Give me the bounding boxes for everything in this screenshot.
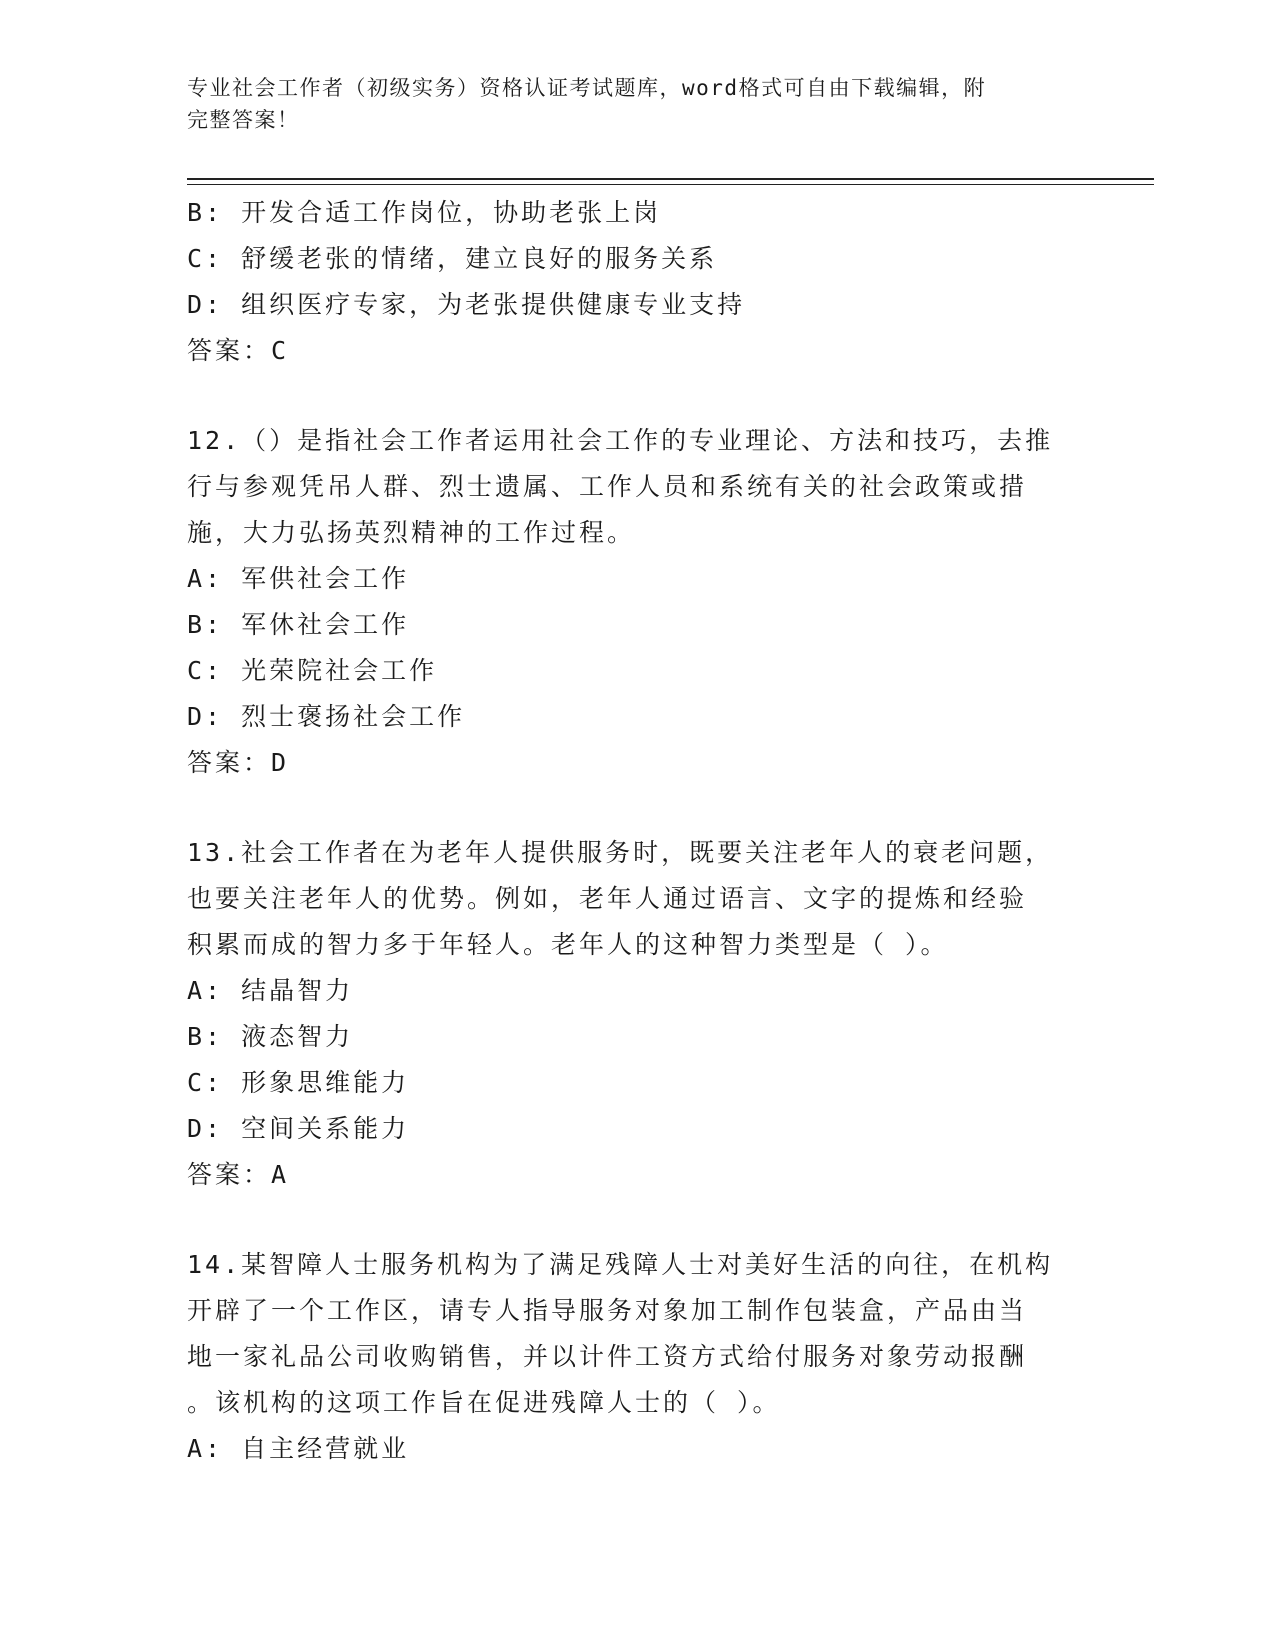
- spacer: [187, 786, 1087, 830]
- option-a: A: 自主经营就业: [187, 1434, 410, 1463]
- question-stem-line: 14.某智障人士服务机构为了满足残障人士对美好生活的向往，在机构: [187, 1250, 1054, 1279]
- answer-label: 答案：C: [187, 336, 290, 365]
- option-c: C: 光荣院社会工作: [187, 656, 438, 685]
- question-stem-line: 积累而成的智力多于年轻人。老年人的这种智力类型是（ ）。: [187, 930, 949, 959]
- question-stem-line: 12.（）是指社会工作者运用社会工作的专业理论、方法和技巧，去推: [187, 426, 1054, 455]
- question-list: [187, 190, 1087, 1472]
- option-c: C: 舒缓老张的情绪，建立良好的服务关系: [187, 244, 718, 273]
- option-d: D: 烈士褒扬社会工作: [187, 702, 466, 731]
- question-stem-line: 行与参观凭吊人群、烈士遗属、工作人员和系统有关的社会政策或措: [187, 472, 1028, 501]
- question-stem-line: 施，大力弘扬英烈精神的工作过程。: [187, 518, 636, 547]
- spacer: [187, 374, 1087, 418]
- answer-label: 答案：D: [187, 748, 290, 777]
- header-line: 完整答案！: [187, 108, 300, 132]
- option-b: B: 军休社会工作: [187, 610, 410, 639]
- question-stem-line: 13.社会工作者在为老年人提供服务时，既要关注老年人的衰老问题，: [187, 838, 1054, 867]
- question-13: [187, 830, 1087, 1198]
- question-stem-line: 开辟了一个工作区，请专人指导服务对象加工制作包装盒，产品由当: [187, 1296, 1028, 1325]
- question-12: [187, 418, 1087, 786]
- answer-label: 答案：A: [187, 1160, 290, 1189]
- question-stem-line: 。该机构的这项工作旨在促进残障人士的（ ）。: [187, 1388, 781, 1417]
- spacer: [187, 1198, 1087, 1242]
- page-header: [187, 72, 1067, 136]
- header-divider-thin: [187, 184, 1154, 185]
- header-divider: [187, 178, 1154, 180]
- option-c: C: 形象思维能力: [187, 1068, 410, 1097]
- option-b: B: 开发合适工作岗位，协助老张上岗: [187, 198, 662, 227]
- option-a: A: 军供社会工作: [187, 564, 410, 593]
- header-line: 专业社会工作者（初级实务）资格认证考试题库，word格式可自由下载编辑，附: [187, 76, 987, 100]
- option-d: D: 空间关系能力: [187, 1114, 410, 1143]
- option-a: A: 结晶智力: [187, 976, 354, 1005]
- question-stem-line: 地一家礼品公司收购销售，并以计件工资方式给付服务对象劳动报酬: [187, 1342, 1028, 1371]
- option-b: B: 液态智力: [187, 1022, 354, 1051]
- option-d: D: 组织医疗专家，为老张提供健康专业支持: [187, 290, 746, 319]
- question-11: [187, 190, 1087, 374]
- question-stem-line: 也要关注老年人的优势。例如，老年人通过语言、文字的提炼和经验: [187, 884, 1028, 913]
- question-14: [187, 1242, 1087, 1472]
